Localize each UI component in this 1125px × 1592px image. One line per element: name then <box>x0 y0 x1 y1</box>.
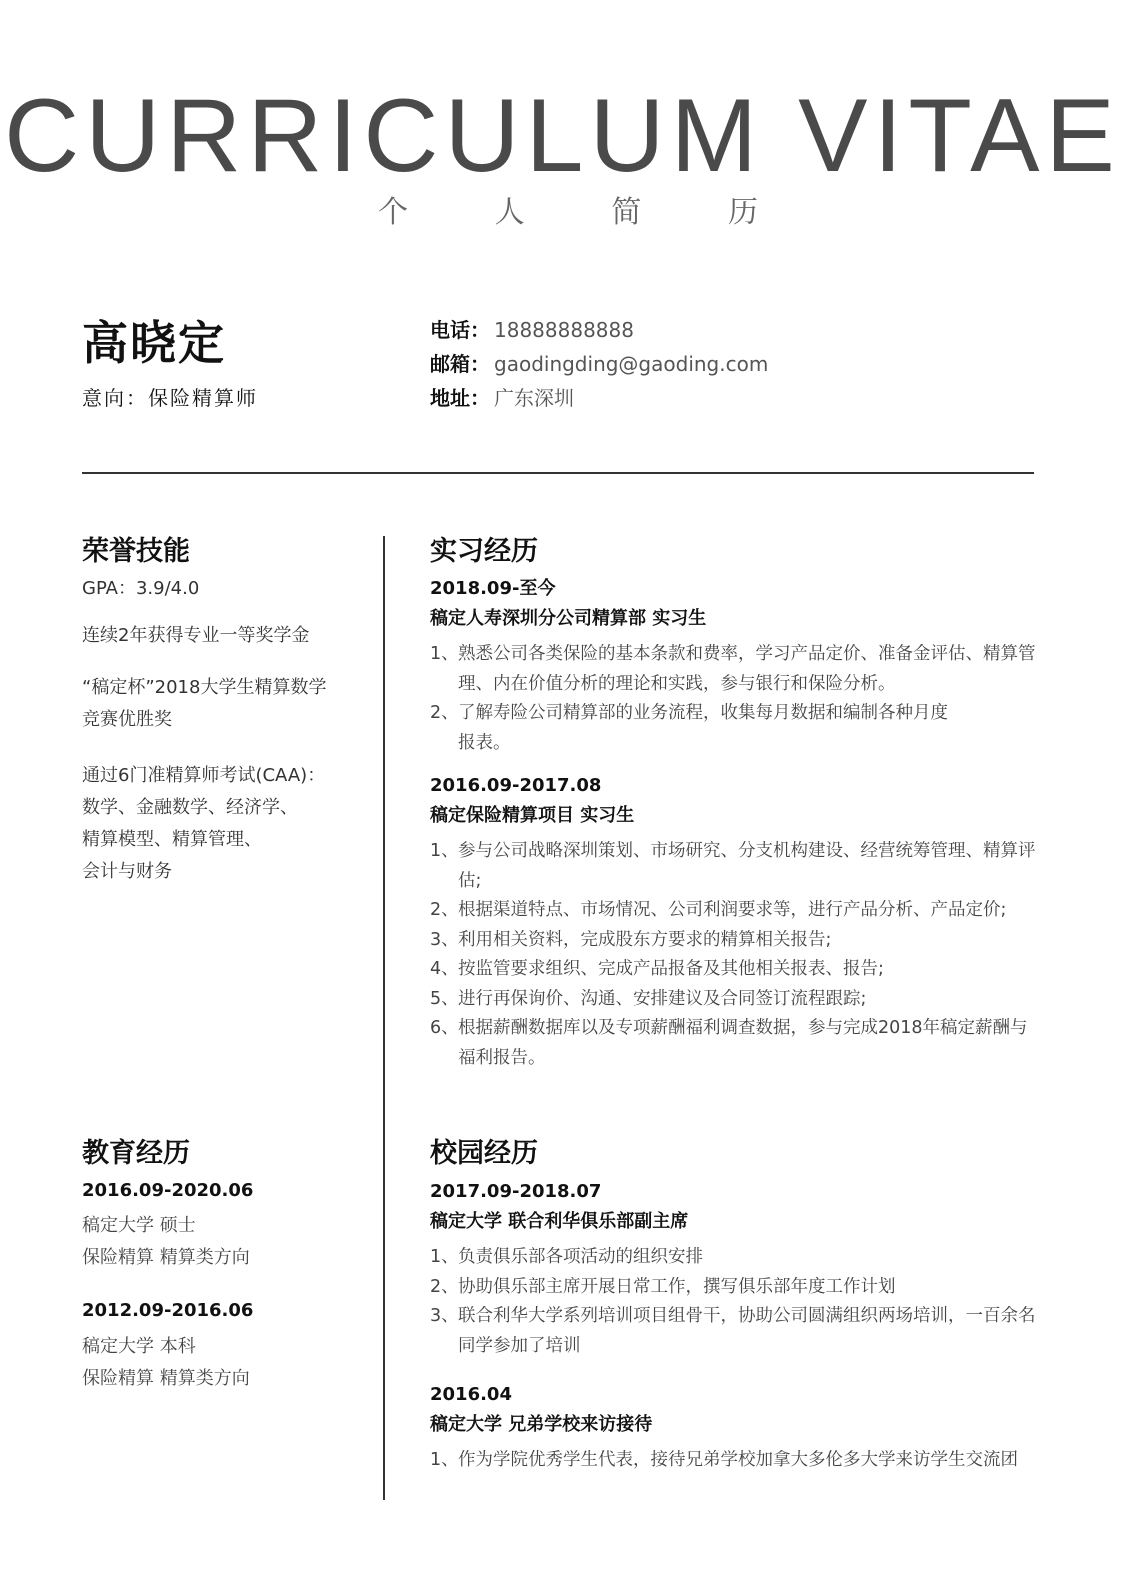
item-number: 3、 <box>430 1306 459 1326</box>
entry-date: 2017.09-2018.07 <box>430 1181 602 1202</box>
item-number: 2、 <box>430 1276 459 1297</box>
job-intent: 意向：保险精算师 <box>82 386 258 410</box>
item-text: 参与公司战略深圳策划、市场研究、分支机构建设、经营统筹管理、精算评估; <box>458 841 1036 891</box>
gpa: GPA：3.9/4.0 <box>82 578 200 599</box>
education-title: 教育经历 <box>82 1138 190 1169</box>
internship-title: 实习经历 <box>430 536 538 567</box>
email-row <box>430 348 768 382</box>
address-label: 地址： <box>430 386 490 410</box>
award-competition <box>82 672 326 736</box>
list-item <box>430 1243 1045 1273</box>
entry-org: 稿定保险精算项目 实习生 <box>430 805 635 826</box>
list-item <box>430 1014 1045 1073</box>
internship-entry <box>430 771 1045 1073</box>
item-number: 2、 <box>430 900 459 920</box>
contact-info <box>430 314 768 416</box>
campus-title: 校园经历 <box>430 1138 538 1169</box>
edu-school: 稿定大学 硕士 <box>82 1215 196 1236</box>
item-text: 负责俱乐部各项活动的组织安排 <box>458 1247 703 1267</box>
item-text: 根据渠道特点、市场情况、公司利润要求等，进行产品分析、产品定价; <box>458 900 1007 920</box>
item-text: 按监管要求组织、完成产品报备及其他相关报表、报告; <box>458 959 884 979</box>
entry-date: 2018.09-至今 <box>430 578 556 599</box>
entry-org: 稿定大学 联合利华俱乐部副主席 <box>430 1211 689 1232</box>
exam-line: 精算模型、精算管理、 <box>82 829 262 850</box>
phone-value: 18888888888 <box>494 318 634 342</box>
award-line: “稿定杯”2018大学生精算数学 <box>82 677 327 698</box>
phone-row <box>430 314 768 348</box>
subtitle-char: 历 <box>727 195 758 230</box>
item-text: 熟悉公司各类保险的基本条款和费率，学习产品定价、准备金评估、精算管理、内在价值分析的理论和实践，参与银行和保险分析。 <box>458 644 1036 694</box>
list-item <box>430 699 1045 758</box>
subtitle-char: 个 <box>378 195 408 230</box>
item-number: 3、 <box>430 929 459 950</box>
item-text: 进行再保询价、沟通、安排建议及合同签订流程跟踪; <box>458 988 867 1009</box>
address-value: 广东深圳 <box>494 386 574 410</box>
exam-info <box>82 760 325 888</box>
item-number: 6、 <box>430 1018 459 1038</box>
campus-entry <box>430 1380 1045 1476</box>
edu-major: 保险精算 精算类方向 <box>82 1368 250 1389</box>
edu-date: 2016.09-2020.06 <box>82 1180 254 1201</box>
item-number: 1、 <box>430 644 459 664</box>
award-scholarship: 连续2年获得专业一等奖学金 <box>82 625 310 646</box>
cv-title: CURRICULUM VITAE <box>4 78 1121 194</box>
edu-school: 稿定大学 本科 <box>82 1336 196 1357</box>
honors-title: 荣誉技能 <box>82 536 190 567</box>
phone-label: 电话： <box>430 318 490 342</box>
internship-entry <box>430 574 1045 758</box>
entry-date: 2016.04 <box>430 1384 512 1405</box>
entry-date: 2016.09-2017.08 <box>430 775 602 796</box>
cv-subtitle <box>378 195 758 230</box>
edu-date: 2012.09-2016.06 <box>82 1300 254 1321</box>
column-divider <box>383 536 385 1500</box>
entry-org: 稿定大学 兄弟学校来访接待 <box>430 1414 653 1435</box>
item-text: 利用相关资料，完成股东方要求的精算相关报告; <box>458 929 832 950</box>
item-text: 根据薪酬数据库以及专项薪酬福利调查数据，参与完成2018年稿定薪酬与福利报告。 <box>458 1018 1028 1068</box>
award-line: 竞赛优胜奖 <box>82 709 172 730</box>
email-value: gaodingding@gaoding.com <box>494 352 769 376</box>
list-item <box>430 837 1045 896</box>
candidate-name: 高晓定 <box>82 316 226 370</box>
item-number: 4、 <box>430 959 459 979</box>
item-text: 协助俱乐部主席开展日常工作，撰写俱乐部年度工作计划 <box>458 1276 896 1297</box>
list-item <box>430 896 1045 926</box>
edu-major: 保险精算 精算类方向 <box>82 1247 250 1268</box>
list-item <box>430 1302 1045 1361</box>
list-item <box>430 985 1045 1015</box>
header-divider <box>82 472 1034 474</box>
list-item <box>430 1273 1045 1303</box>
subtitle-char: 简 <box>611 195 642 230</box>
list-item <box>430 926 1045 956</box>
item-number: 5、 <box>430 988 459 1009</box>
list-item <box>430 640 1045 699</box>
item-number: 2、 <box>430 703 459 723</box>
item-number: 1、 <box>430 841 459 861</box>
exam-line: 通过6门准精算师考试(CAA)： <box>82 765 326 786</box>
list-item <box>430 955 1045 985</box>
subtitle-char: 人 <box>494 195 525 230</box>
exam-line: 会计与财务 <box>82 861 172 882</box>
item-text: 作为学院优秀学生代表，接待兄弟学校加拿大多伦多大学来访学生交流团 <box>458 1450 1018 1470</box>
item-number: 1、 <box>430 1247 459 1267</box>
address-row <box>430 382 768 416</box>
item-text: 联合利华大学系列培训项目组骨干，协助公司圆满组织两场培训，一百余名同学参加了培训 <box>458 1306 1036 1356</box>
item-text: 了解寿险公司精算部的业务流程，收集每月数据和编制各种月度报表。 <box>458 703 948 753</box>
entry-org: 稿定人寿深圳分公司精算部 实习生 <box>430 608 707 629</box>
email-label: 邮箱： <box>430 352 490 376</box>
item-number: 1、 <box>430 1450 459 1470</box>
exam-line: 数学、金融数学、经济学、 <box>82 797 298 818</box>
list-item <box>430 1446 1045 1476</box>
campus-entry <box>430 1177 1045 1361</box>
